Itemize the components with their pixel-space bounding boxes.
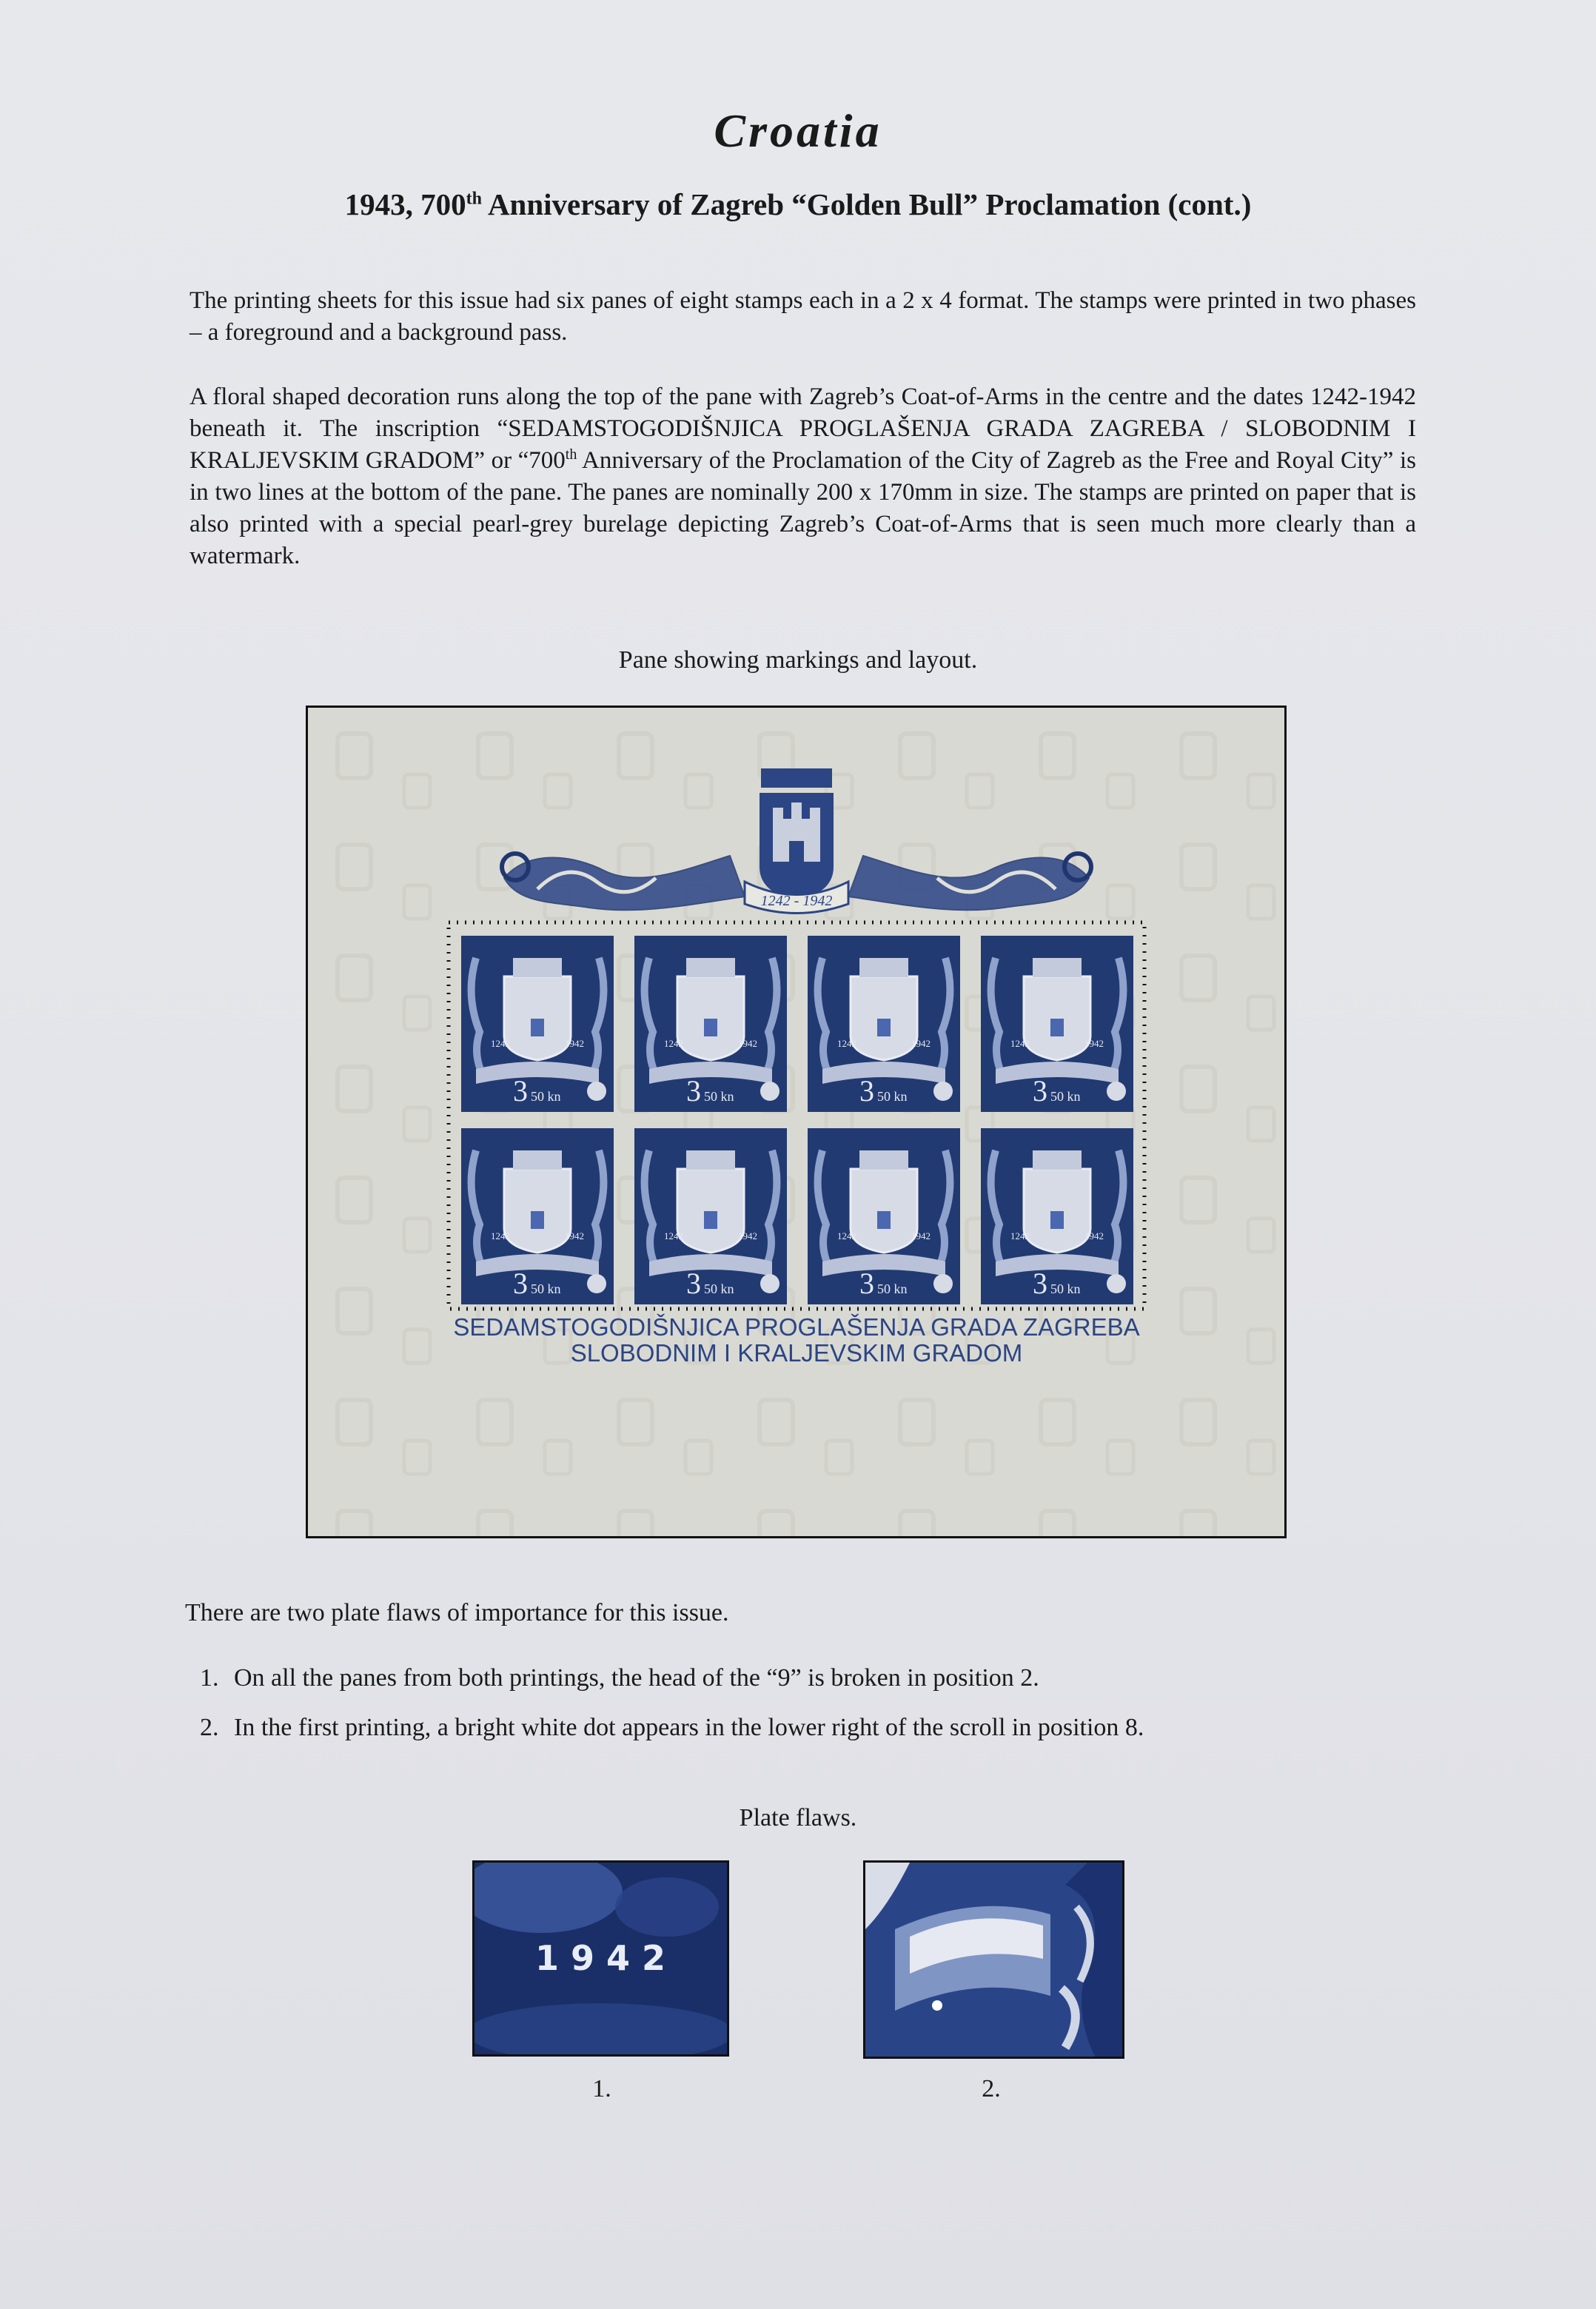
- flaw-item-2: [200, 1714, 1144, 1742]
- stamp-crown: [1033, 1150, 1082, 1170]
- stamp-value: 3: [513, 1074, 528, 1107]
- subtitle-text: Anniversary of Zagreb “Golden Bull” Proclamation (cont.): [481, 187, 1252, 221]
- stamp-seal: [587, 1274, 606, 1293]
- stamp-crown: [686, 1150, 735, 1170]
- stamp-crown: [513, 1150, 562, 1170]
- flaw-image-2: [863, 1860, 1124, 2059]
- stamp: [461, 936, 614, 1112]
- flaw-1-digits: 1 9 4 2: [534, 1938, 666, 1978]
- stamp-crown: [1033, 958, 1082, 977]
- stamp-value: 3: [513, 1267, 528, 1300]
- stamp-value-small: 50 kn: [1050, 1281, 1081, 1296]
- stamp-value: 3: [686, 1267, 701, 1300]
- stamp-value-small: 50 kn: [704, 1281, 734, 1296]
- description-paragraph: [190, 381, 1416, 572]
- flaw-item-text: On all the panes from both printings, the head of the “9” is broken in position 2.: [234, 1664, 1039, 1692]
- stamp-year-right: 1942: [1084, 1038, 1104, 1049]
- stamp: [461, 1128, 614, 1304]
- flaw-item-1: [200, 1664, 1039, 1692]
- stamp-seal: [587, 1082, 606, 1101]
- flaw-item-text: In the first printing, a bright white dot appears in the lower right of the scroll in position 8.: [234, 1714, 1144, 1741]
- stamp-year-left: 1242: [1010, 1038, 1030, 1049]
- stamp-year-left: 1242: [837, 1038, 856, 1049]
- flaw-item-number: 1.: [200, 1664, 219, 1692]
- stamp-year-right: 1942: [565, 1230, 584, 1241]
- flaws-caption: Plate flaws.: [739, 1804, 857, 1832]
- stamp-shield: [851, 1169, 917, 1253]
- stamp-value: 3: [686, 1074, 701, 1107]
- stamp-year-left: 1242: [664, 1038, 683, 1049]
- pane-caption: Pane showing markings and layout.: [618, 646, 978, 674]
- stamp-year-right: 1942: [565, 1038, 584, 1049]
- stamp-value-small: 50 kn: [531, 1089, 561, 1104]
- intro-paragraph: The printing sheets for this issue had six panes of eight stamps each in a 2 x 4 format. The stamps were printed in two phases – a foreground and a background pass.: [190, 287, 1416, 346]
- pane-inscription-line-2: SLOBODNIM I KRALJEVSKIM GRADOM: [570, 1339, 1023, 1367]
- pane-illustration: [308, 708, 1284, 1536]
- stamp-value-small: 50 kn: [877, 1089, 908, 1104]
- stamp-seal: [933, 1082, 953, 1101]
- stamp-gate: [877, 1019, 891, 1036]
- stamp-value-small: 50 kn: [531, 1281, 561, 1296]
- stamp-shield: [677, 976, 744, 1060]
- white-dot-flaw: [932, 2000, 942, 2011]
- stamp: [634, 1128, 787, 1304]
- page-title: Croatia: [714, 104, 882, 157]
- stamp-shield: [1024, 976, 1090, 1060]
- flaw-label-2: 2.: [982, 2075, 1001, 2102]
- stamp-year-right: 1942: [738, 1230, 757, 1241]
- stamp-crown: [686, 958, 735, 977]
- stamp-gate: [704, 1211, 717, 1229]
- stamp-gate: [531, 1211, 544, 1229]
- stamp: [808, 1128, 960, 1304]
- stamp-crown: [859, 1150, 908, 1170]
- stamp: [981, 936, 1133, 1112]
- flaw-label-1: 1.: [592, 2075, 611, 2102]
- stamp-seal: [1107, 1082, 1126, 1101]
- stamp-value-small: 50 kn: [1050, 1089, 1081, 1104]
- pane-image: [306, 706, 1287, 1538]
- subtitle-ordinal: th: [466, 189, 482, 209]
- flaw-2-illustration: [865, 1863, 1122, 2057]
- stamp-seal: [933, 1274, 953, 1293]
- subtitle-year: 1943, 700: [344, 187, 466, 221]
- stamp-gate: [1050, 1211, 1064, 1229]
- pane-inscription-line-1: SEDAMSTOGODIŠNJICA PROGLAŠENJA GRADA ZAGREBA: [453, 1313, 1140, 1341]
- flaw-image-1: [472, 1860, 729, 2057]
- pane-dates: 1242 - 1942: [760, 893, 833, 909]
- stamp-crown: [859, 958, 908, 977]
- stamp-crown: [513, 958, 562, 977]
- page-subtitle: [0, 187, 1596, 222]
- stamp-value: 3: [1033, 1074, 1047, 1107]
- stamp-value-small: 50 kn: [704, 1089, 734, 1104]
- stamp-gate: [877, 1211, 891, 1229]
- stamp-year-right: 1942: [911, 1230, 931, 1241]
- stamp-year-right: 1942: [911, 1038, 931, 1049]
- stamp-seal: [1107, 1274, 1126, 1293]
- flaw-1-illustration: [475, 1863, 727, 2054]
- stamp-gate: [531, 1019, 544, 1036]
- stamp-gate: [1050, 1019, 1064, 1036]
- stamp-year-left: 1242: [664, 1230, 683, 1241]
- stamp: [808, 936, 960, 1112]
- stamp-value: 3: [1033, 1267, 1047, 1300]
- stamp-value: 3: [859, 1267, 874, 1300]
- stamp-year-left: 1242: [491, 1038, 510, 1049]
- description-part-2: Anniversary of the Proclamation of the City of Zagreb as the Free and Royal City” is in two lines at the bottom of the pane. The panes are nominally 200 x 170mm in size. The stamps are printed on paper that is also printed with a special pearl-grey burelage depicting Zagreb’s Coat-of-Arms that is seen much more clearly than a watermark.: [190, 447, 1416, 569]
- stamp-shield: [504, 976, 571, 1060]
- flaw-item-number: 2.: [200, 1714, 219, 1741]
- description-ordinal: th: [565, 446, 577, 463]
- description-part-1: A floral shaped decoration runs along the top of the pane with Zagreb’s Coat-of-Arms in the centre and the dates 1242-1942 beneath it. The inscription “SEDAMSTOGODIŠNJICA PROGLAŠENJA GRADA ZAGREBA / SLOBODNIM I KRALJEVSKIM GRADOM” or “700: [190, 383, 1416, 474]
- flaws-intro: There are two plate flaws of importance for this issue.: [185, 1599, 729, 1626]
- stamp-year-right: 1942: [738, 1038, 757, 1049]
- stamp-year-left: 1242: [1010, 1230, 1030, 1241]
- stamp-year-right: 1942: [1084, 1230, 1104, 1241]
- stamp-seal: [760, 1082, 779, 1101]
- stamp: [634, 936, 787, 1112]
- stamp-shield: [1024, 1169, 1090, 1253]
- stamp: [981, 1128, 1133, 1304]
- stamp-shield: [677, 1169, 744, 1253]
- stamp-shield: [504, 1169, 571, 1253]
- stamp-gate: [704, 1019, 717, 1036]
- stamp-year-left: 1242: [491, 1230, 510, 1241]
- stamp-seal: [760, 1274, 779, 1293]
- stamp-value-small: 50 kn: [877, 1281, 908, 1296]
- stamp-year-left: 1242: [837, 1230, 856, 1241]
- stamp-shield: [851, 976, 917, 1060]
- stamp-value: 3: [859, 1074, 874, 1107]
